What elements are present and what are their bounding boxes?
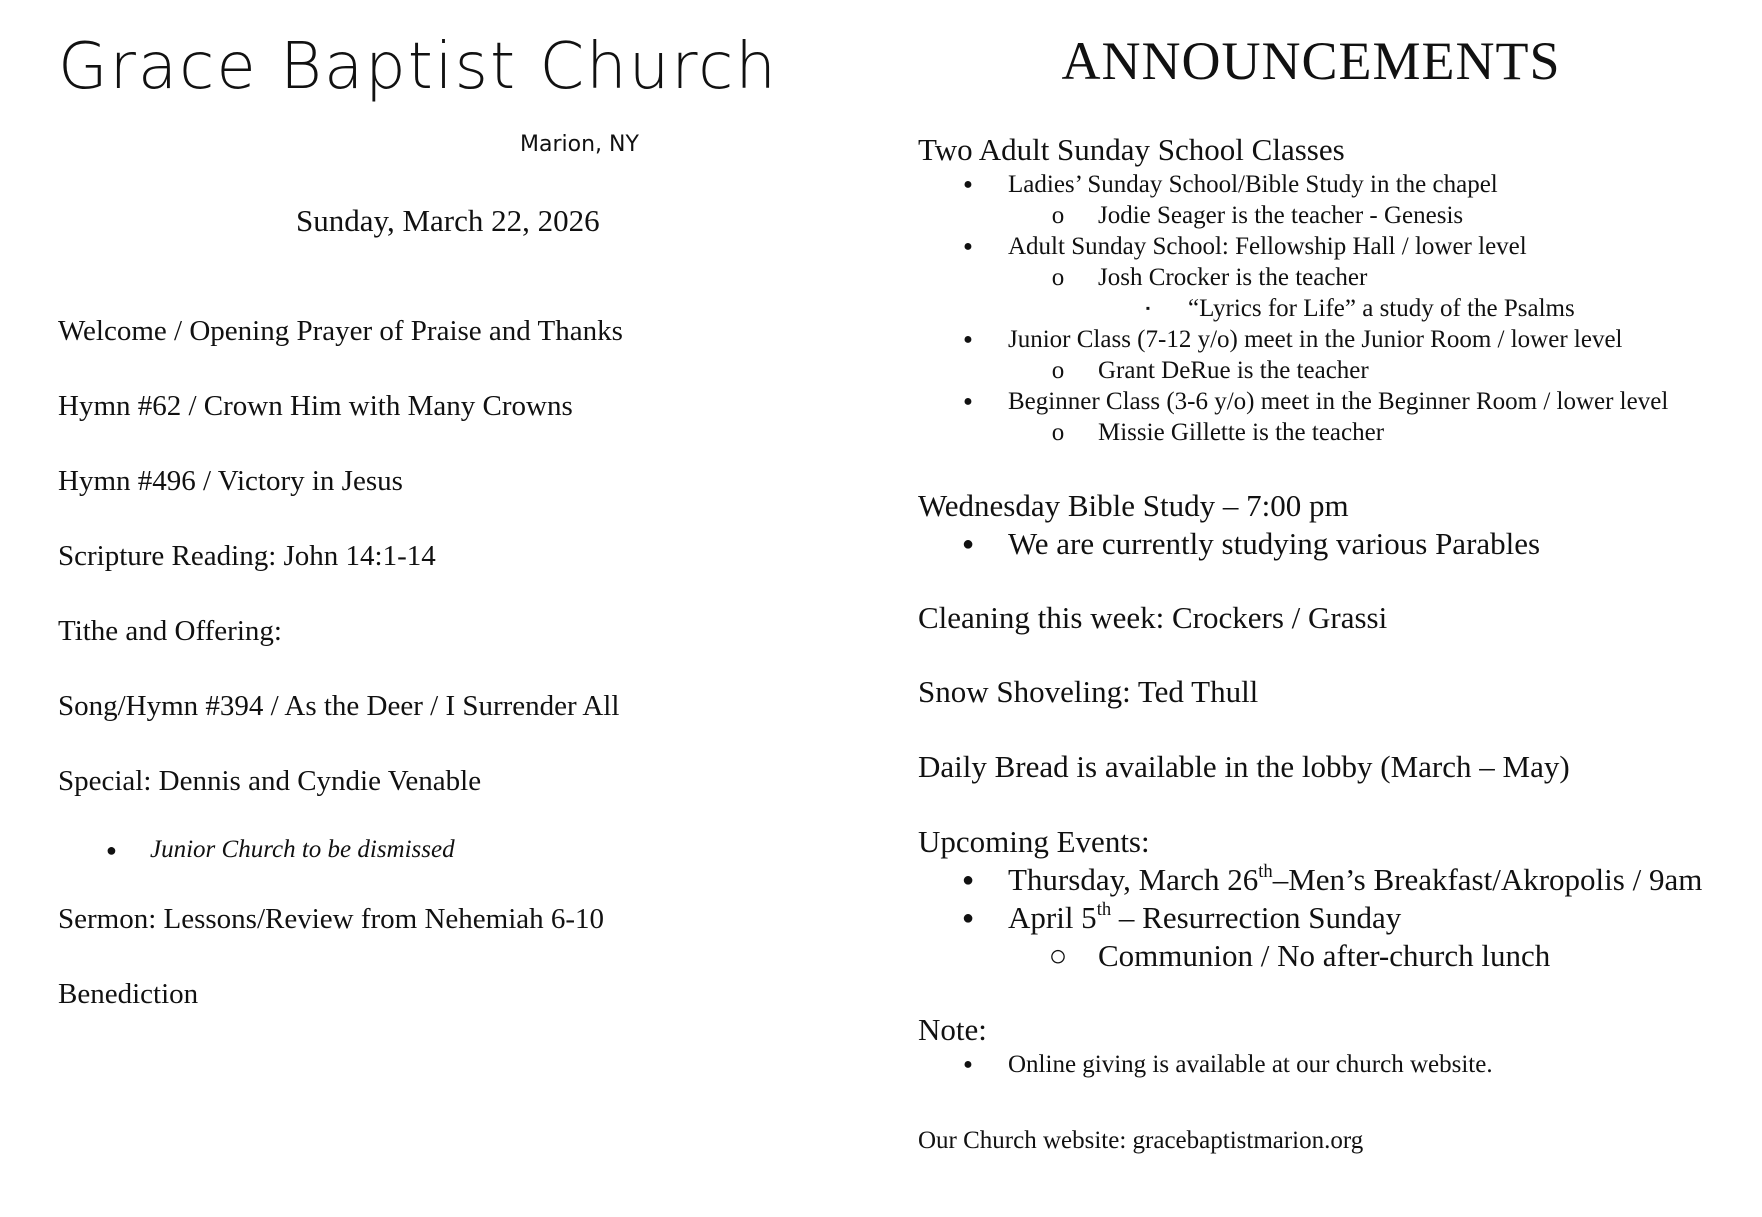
bullet-icon: ●	[961, 533, 975, 555]
circle-bullet-icon: o	[1051, 419, 1065, 446]
song-hymn-item: Song/Hymn #394 / As the Deer / I Surrender All	[58, 690, 620, 722]
welcome-item: Welcome / Opening Prayer of Praise and Thanks	[58, 315, 623, 347]
hymn-item: Hymn #62 / Crown Him with Many Crowns	[58, 390, 573, 422]
upcoming-events-section	[918, 823, 1748, 975]
benediction-item: Benediction	[58, 978, 199, 1010]
wednesday-study-section	[918, 487, 1748, 563]
list-item	[918, 1049, 1748, 1080]
circle-bullet-icon: o	[1051, 357, 1065, 384]
list-item	[918, 355, 1748, 386]
event-text: April 5th – Resurrection Sunday	[1008, 898, 1402, 935]
list-item	[918, 937, 1748, 975]
church-website: Our Church website: gracebaptistmarion.org	[918, 1127, 1364, 1154]
list-item-text: Jodie Seager is the teacher - Genesis	[1098, 202, 1464, 229]
snow-shoveling: Snow Shoveling: Ted Thull	[918, 674, 1259, 709]
list-item-text: Online giving is available at our church website.	[1008, 1051, 1493, 1078]
list-item	[918, 417, 1748, 448]
circle-bullet-icon: o	[1051, 264, 1065, 291]
list-item-text: We are currently studying various Parables	[1008, 526, 1541, 561]
bullet-icon: ●	[961, 907, 975, 929]
list-item	[918, 525, 1748, 563]
list-item	[918, 200, 1748, 231]
church-location: Marion, NY	[520, 132, 639, 157]
hymn-item: Hymn #496 / Victory in Jesus	[58, 465, 403, 497]
square-bullet-icon: ▪	[1145, 301, 1151, 315]
list-item	[918, 293, 1748, 324]
list-item-text: Communion / No after-church lunch	[1098, 938, 1551, 973]
list-item-text: Junior Class (7-12 y/o) meet in the Junior Room / lower level	[1008, 326, 1623, 353]
event-text: Thursday, March 26th–Men’s Breakfast/Akropolis / 9am	[1008, 860, 1703, 897]
circle-bullet-icon: o	[1051, 202, 1065, 229]
bullet-icon: ●	[963, 331, 973, 348]
list-item	[918, 324, 1748, 355]
list-item	[918, 231, 1748, 262]
list-item-text: “Lyrics for Life” a study of the Psalms	[1188, 295, 1575, 322]
list-item-text: Beginner Class (3-6 y/o) meet in the Beginner Room / lower level	[1008, 388, 1669, 415]
upcoming-events-heading: Upcoming Events:	[918, 824, 1150, 859]
list-item-text: Ladies’ Sunday School/Bible Study in the chapel	[1008, 171, 1498, 198]
list-item-text: Missie Gillette is the teacher	[1098, 419, 1385, 446]
bullet-icon: ●	[963, 393, 973, 410]
list-item-text: Grant DeRue is the teacher	[1098, 357, 1369, 384]
cleaning-schedule: Cleaning this week: Crockers / Grassi	[918, 600, 1388, 635]
list-item	[918, 386, 1748, 417]
scripture-reading-item: Scripture Reading: John 14:1-14	[58, 540, 436, 572]
sermon-item: Sermon: Lessons/Review from Nehemiah 6-10	[58, 903, 605, 935]
bullet-icon: ●	[963, 238, 973, 255]
note-section	[918, 1011, 1748, 1080]
order-of-service	[58, 313, 858, 1051]
list-item	[918, 899, 1748, 937]
junior-church-text: Junior Church to be dismissed	[150, 836, 455, 863]
list-item-text: Josh Crocker is the teacher	[1098, 264, 1368, 291]
bullet-icon: ●	[106, 840, 117, 860]
announcements-title: ANNOUNCEMENTS	[1061, 31, 1561, 91]
bullet-icon: ●	[961, 869, 975, 891]
wednesday-study-heading: Wednesday Bible Study – 7:00 pm	[918, 488, 1349, 523]
junior-church-note	[58, 832, 858, 868]
note-heading: Note:	[918, 1012, 987, 1047]
daily-bread-notice: Daily Bread is available in the lobby (March – May)	[918, 749, 1570, 784]
list-item-text: Adult Sunday School: Fellowship Hall / lower level	[1008, 233, 1527, 260]
tithe-offering-item: Tithe and Offering:	[58, 615, 282, 647]
sunday-school-section	[918, 131, 1748, 448]
circle-bullet-icon: ○	[1048, 938, 1068, 973]
list-item	[918, 861, 1748, 899]
church-name: Grace Baptist Church	[58, 30, 778, 104]
bullet-icon: ●	[963, 176, 973, 193]
bullet-icon: ●	[963, 1056, 973, 1073]
list-item	[918, 169, 1748, 200]
special-music-item: Special: Dennis and Cyndie Venable	[58, 765, 482, 797]
list-item	[918, 262, 1748, 293]
sunday-school-heading: Two Adult Sunday School Classes	[918, 132, 1345, 167]
service-date: Sunday, March 22, 2026	[296, 203, 600, 238]
